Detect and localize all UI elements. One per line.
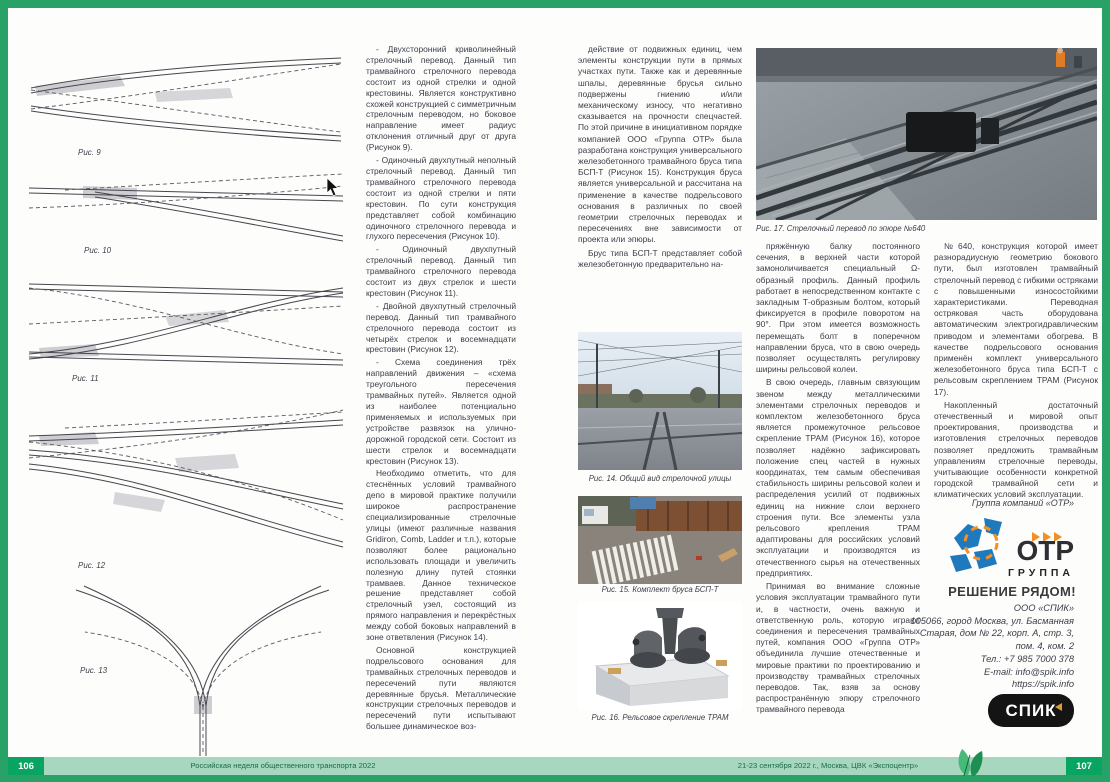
fig16-caption: Рис. 16. Рельсовое скрепление ТРАМ [591,713,729,722]
fig17-caption: Рис. 17. Стрелочный перевод по эпюре №640 [756,224,926,233]
paragraph: В свою очередь, главным связующим звеном между металлическими элементами стрелочных переводов и комплектом железобетонного бруса является промежуточное рельсовое скрепление ТРАМ (Рисунок 16), которое позволяет надёжно зафиксировать положение спец частей в нужных координатах, тем самым обеспечивая стабильность ширины рельсовой колеи и распределения усилий от подвижных единиц на нижние слои верхнего строения пути. Все элементы узла рельсового крепления ТРАМ адаптированы для российских условий эксплуатации и производятся из отечественного сырья на отечественных предприятиях. [756,377,920,578]
address-line: пом. 4, ком. 2 [1015,641,1074,652]
event-title-right: 21-23 сентября 2022 г., Москва, ЦВК «Экспоцентр» [737,761,919,770]
right-article-column-2 [756,241,920,718]
fig14-caption: Рис. 14. Общий вид стрелочной улицы [588,474,732,483]
photo-fig14-street [578,332,742,470]
fig15-caption: Рис. 15. Комплект бруса БСП-Т [601,585,719,594]
company-contacts [910,602,1074,691]
otr-logo-subtext: ГРУППА [1007,567,1074,579]
paragraph: Основной конструкцией подрельсового основания для трамвайных стрелочных переводов и пересечений пути являются деревянные брусья. Металлические конструкции стрелочных переводов и пересечений пути испытывают большее динамическое воз- [366,644,516,732]
figure-12-diagram [25,392,347,554]
company-name: ООО «СПИК» [1013,603,1074,613]
advertiser-block [900,498,1076,740]
otr-tagline: РЕШЕНИЕ РЯДОМ! [948,584,1076,599]
figure-11-label: Рис. 11 [72,374,99,383]
figure-13-label: Рис. 13 [80,666,108,675]
paragraph: - Одиночный двухпутный неполный стрелочный перевод. Данный тип трамвайного стрелочного перевода состоит из одной стрелки и пяти крестовин. По сути конструкция представляет собой комбинацию одиночного стрелочного перевода и глухого пересечения (Рисунок 10). [366,155,516,242]
page-number-right: 107 [1066,757,1102,775]
leaf-icon [952,745,988,777]
spik-logo-text: СПИК [1005,700,1057,720]
paragraph: Необходимо отметить, что для стеснённых условий трамвайного депо в мировой практике получили широкое распространение специализированные стрелочные улицы (имеют различные названия Gridiron, Comb, Ladder и т.п.), которые позволяют более рационально использовать площади и увеличить полезную длину путей стоянки трамваев. Данное техническое решение представляет собой стрелочный узел, состоящий из прямого направления и перекрёстных между собой боковых направлений в зоне ответвления (Рисунок 14). [366,468,516,643]
figure-10-diagram [25,166,347,246]
paragraph: №640, конструкция которой имеет разнорадиусную геометрию бокового пути, был изготовлен трамвайный стрелочный перевод с гибкими остряками с повышенными износостойкими характеристиками. Переводная остряковая часть оборудована автоматическим электрогидравлическим приводом и элементами обогрева. В качестве подрельсового основания применён комплект универсального железобетонного бруса типа БСП-Т с рельсовым скреплением ТРАМ (Рисунок 17). [934,241,1098,397]
figure-11-diagram [25,266,347,370]
address-line: 105066, город Москва, ул. Басманная [910,615,1074,626]
mouse-cursor-icon [326,177,340,197]
otr-group-caption: Группа компаний «ОТР» [971,498,1074,508]
website-url: https://spik.info [1011,679,1074,690]
paragraph: пряжённую балку постоянного сечения, в верхней части которой замоноличивается специальный Ω-образный профиль. Данный профиль работает в непосредственном контакте с закладным Т-образным болтом, который фиксируется в профиле поворотом на 90°. При этом имеется возможность перемещать болт в поперечном направлении бруса, что в свою очередь позволяет осуществлять регулировку ширины рельсовой колеи. [756,241,920,375]
paragraph: - Одиночный двухпутный стрелочный перевод. Данный тип трамвайного стрелочного перевода состоит из двух стрелок и шести крестовин (Рисунок 11). [366,244,516,298]
figure-12-label: Рис. 12 [78,561,106,570]
phone-number: Тел.: +7 985 7000 378 [980,653,1074,664]
paragraph: Накопленный достаточный отечественный и мировой опыт проектирования, производства и изготовления стрелочных переводов позволяет предложить трамвайным управлениям стрелочные переводы, учитывающие особенности конкретной городской трамвайной сети и климатических условий эксплуатации. [934,399,1098,500]
figure-9-label: Рис. 9 [78,148,101,157]
page-number-left: 106 [8,757,44,775]
paragraph: - Двухсторонний криволинейный стрелочный перевод. Данный тип трамвайного стрелочного перевода состоит из одной стрелки и одной крестовины. Является конструктивно схожей конструкцией с симметричным стрелочным переводом, но боковое направление имеет радиус отклонения отличный друг от друга (Рисунок 9). [366,44,516,153]
spik-logo [988,694,1074,727]
otr-group-logo [948,516,1076,580]
render-fig16-fastening [578,602,742,710]
paragraph: действие от подвижных единиц, чем элементы конструкции пути в прямых участках пути. Также как и деревянные шпалы, деревянные брусья сильно подвержены гниению и/или механическому износу, что негативно сказывается на прочности спецчастей. По этой причине в инициативном порядке компанией ООО «Группа ОТР» была разработана конструкция универсального железобетонного трамвайного бруса типа БСП-Т (Рисунок 15). Конструкция бруса является универсальной и рассчитана на применение в качестве подрельсового основания в различных по своей геометрии стрелочных переводах и пересечениях вне зависимости от проекта или эпюры. [578,44,742,245]
email-address: E-mail: info@spik.info [983,666,1074,677]
event-title-left: Российская неделя общественного транспорта 2022 [190,761,376,770]
right-article-column-3 [934,241,1098,503]
footer-bar [8,757,1102,775]
paragraph: Принимая во внимание сложные условия эксплуатации трамвайного пути и, в частности, очень важную и ответственную роль, которую играют соединения и пересечения трамвайных путей, компания ООО «Группа ОТР» объединила лучшие отечественные и мировые практики по проектированию и производству трамвайных стрелочных переводов. Так, взяв за основу распространённую эпюру стрелочного трамвайного перевода [756,581,920,715]
photo-fig15-beams [578,496,742,584]
left-article-column [366,44,516,734]
address-line: Старая, дом № 22, корп. А, стр. 3, [919,628,1074,639]
right-article-column-1 [578,44,742,272]
spik-logo-gold-accent [1055,703,1062,711]
paragraph: - Схема соединения трёх направлений движения – «схема треугольного пересечения трамвайных путей». Является одной из наиболее потенциально применяемых и используемых при устройстве развязок на улично-дорожной городской сети. Состоит из шести стрелок и восемнадцати крестовин (Рисунок 13). [366,357,516,466]
photo-fig17-switch [756,48,1097,220]
otr-logo-text: ОТР [1016,535,1074,566]
paragraph: Брус типа БСП-Т представляет собой железобетонную предварительно на- [578,247,742,269]
paragraph: - Двойной двухпутный стрелочный перевод. Данный тип трамвайного стрелочного перевода состоит из четырёх стрелок и восемнадцати крестовин (Рисунок 12). [366,300,516,355]
figure-9-diagram [25,50,347,146]
figure-10-label: Рис. 10 [84,246,112,255]
